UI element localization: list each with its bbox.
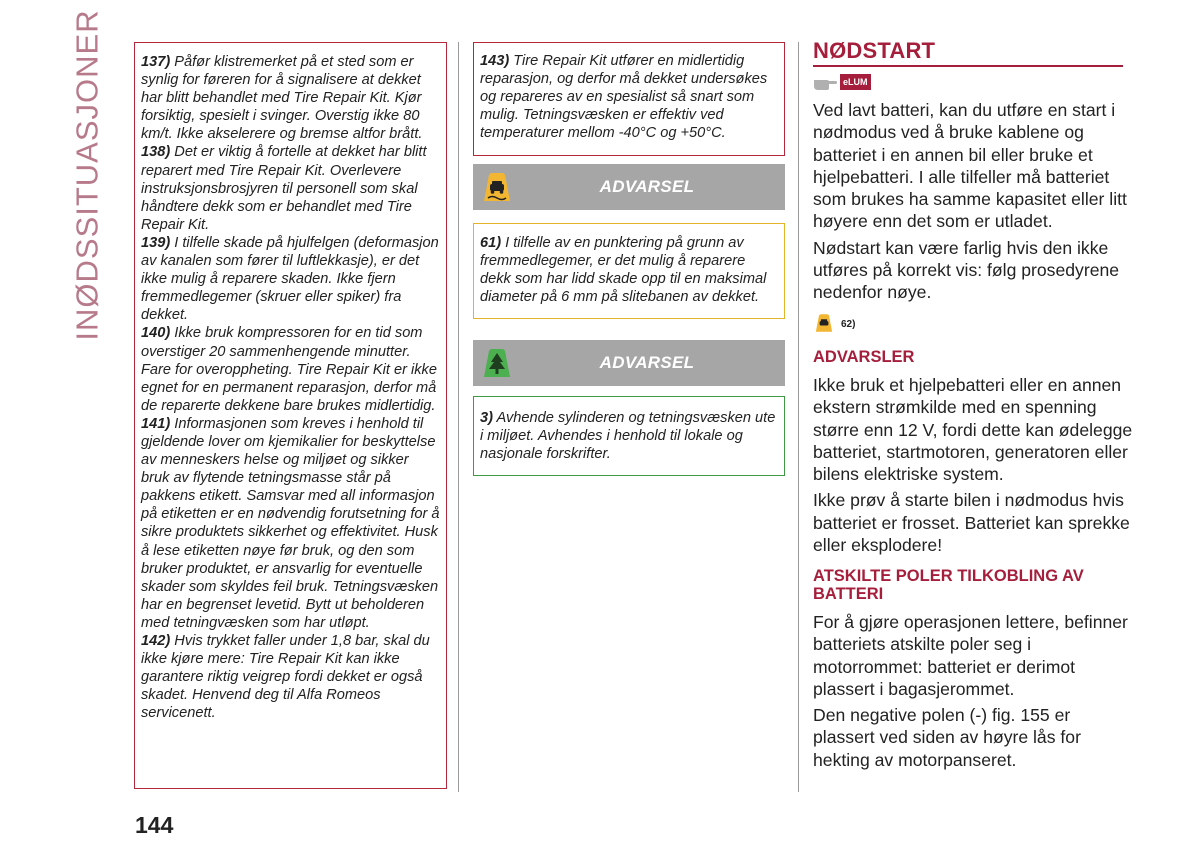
note-box-143	[473, 42, 785, 156]
battery-poles-paragraph-2: Den negative polen (-) fig. 155 er plassert ved siden av høyre lås for hekting av motorpanseret.	[813, 705, 1081, 770]
note-138: 138) Det er viktig å fortelle at dekket har blitt reparert med Tire Repair Kit. Overlevere instruksjonsbrosjyren til personell som skal håndtere dekk som er behandlet med Tire Repair Kit.	[141, 144, 427, 233]
page-number: 144	[135, 812, 174, 838]
warnings-paragraph-2: Ikke prøv å starte bilen i nødmodus hvis batteriet er frosset. Batteriet kan sprekke eller eksplodere!	[813, 490, 1130, 556]
warning-title-1: ADVARSEL	[599, 177, 695, 196]
heading-rule	[813, 65, 1123, 67]
warnings-text	[813, 374, 1133, 560]
column-divider-left	[458, 42, 459, 792]
pointing-hand-icon	[813, 75, 839, 91]
note-142: 142) Hvis trykket faller under 1,8 bar, skal du ikke kjøre mere: Tire Repair Kit kan ikke garantere riktig veigrep fordi dekket er også skadet. Henvend deg til Alfa Romeos servicenett.	[141, 633, 430, 722]
reference-number: 62)	[841, 319, 856, 330]
warning-header-1	[473, 164, 785, 210]
note-139: 139) I tilfelle skade på hjulfelgen (deformasjon av kanalen som fører til luftlekkasje), er det ikke mulig å reparere skaden. Ikke fjern fremmedlegemer (skruer eller spiker) fra dekket.	[141, 234, 439, 324]
note-143: 143) Tire Repair Kit utfører en midlertidig reparasjon, og derfor må dekket undersøkes og repareres av en spesialist så snart som mulig. Tetningsvæsken er effektiv ved temperaturer mellom -40°C og +50°C.	[480, 53, 768, 142]
section-tab	[66, 9, 110, 341]
notes-box-left	[134, 42, 447, 789]
warnings-paragraph-1: Ikke bruk et hjelpebatteri eller en annen ekstern strømkilde med en spenning større enn 12 V, fordi dette kan ødelegge batteriet, startmotoren, generatoren eller bilens elektriske system.	[813, 375, 1133, 485]
heading-nodstart: NØDSTART	[813, 38, 936, 63]
battery-poles-text	[813, 611, 1133, 775]
intro-paragraph-2: Nødstart kan være farlig hvis den ikke utføres på korrekt vis: følg prosedyrene nedenfor nøye.	[813, 237, 1120, 303]
note-140: 140) Ikke bruk kompressoren for en tid som overstiger 20 sammenhengende minutter. Fare for overoppheting. Tire Repair Kit er ikke egnet for en permanent reparasjon, derfor må de reparerte dekkene bare brukes midlertidig.	[141, 325, 437, 414]
warning-title-2: ADVARSEL	[599, 353, 695, 372]
heading-advarsler: ADVARSLER	[813, 348, 915, 366]
warning-box-2	[473, 396, 785, 476]
intro-paragraph-1: Ved lavt batteri, kan du utføre en start i nødmodus ved å bruke kablene og batteriet i en annen bil eller bruke et hjelpebatteri. I alle tilfeller må batteriet som brukes ha samme kapasitet eller litt høyere enn det som er utladet.	[813, 100, 1127, 232]
warning-box-1	[473, 223, 785, 319]
intro-text	[813, 99, 1133, 308]
heading-battery-poles: ATSKILTE POLER TILKOBLING AV BATTERI	[813, 567, 1084, 603]
elum-indicator	[813, 74, 873, 92]
section-tab-label: INØDSSITUASJONER	[70, 9, 105, 341]
note-137: 137) Påfør klistremerket på et sted som er synlig for føreren for å signalisere at dekket har blitt behandlet med Tire Repair Kit. Kjør forsiktig, spesielt i svinger. Overstig ikke 80 km/t. Ikke akselerere og bremse altfor brått.	[141, 54, 423, 143]
elum-badge: eLUM	[840, 74, 871, 90]
warning-text-1: 61) I tilfelle av en punktering på grunn av fremmedlegemer, er det mulig å reparere dekk som har lidd skade opp til en maksimal diameter på 6 mm på slitebanen av dekket.	[480, 235, 767, 305]
note-141: 141) Informasjonen som kreves i henhold til gjeldende lover om kjemikalier for beskyttelse av menneskers helse og miljøet og sikker bruk av flytende tetningsmasse står på pakkens etikett. Samsvar med all informasjon på etiketten er en nødvendig forutsetning for å sikre produktets sikkerhet og effektivitet. Husk å lese etiketten nøye før bruk, og den som bruker produktet, er ansvarlig for eventuelle skader som skyldes feil bruk. Tetningsvæsken har en begrenset levetid. Bytt ut beholderen med tetningvæsken som har utløpt.	[141, 415, 440, 631]
column-divider-right	[798, 42, 799, 792]
warning-header-2	[473, 340, 785, 386]
road-hazard-car-icon	[813, 313, 835, 333]
warning-text-2: 3) Avhende sylinderen og tetningsvæsken ute i miljøet. Avhendes i henhold til lokale og nasjonale forskrifter.	[480, 410, 776, 462]
battery-poles-paragraph-1: For å gjøre operasjonen lettere, befinner batteriets atskilte poler seg i motorrommet: batteriet er derimot plassert i bagasjerommet.	[813, 612, 1128, 699]
